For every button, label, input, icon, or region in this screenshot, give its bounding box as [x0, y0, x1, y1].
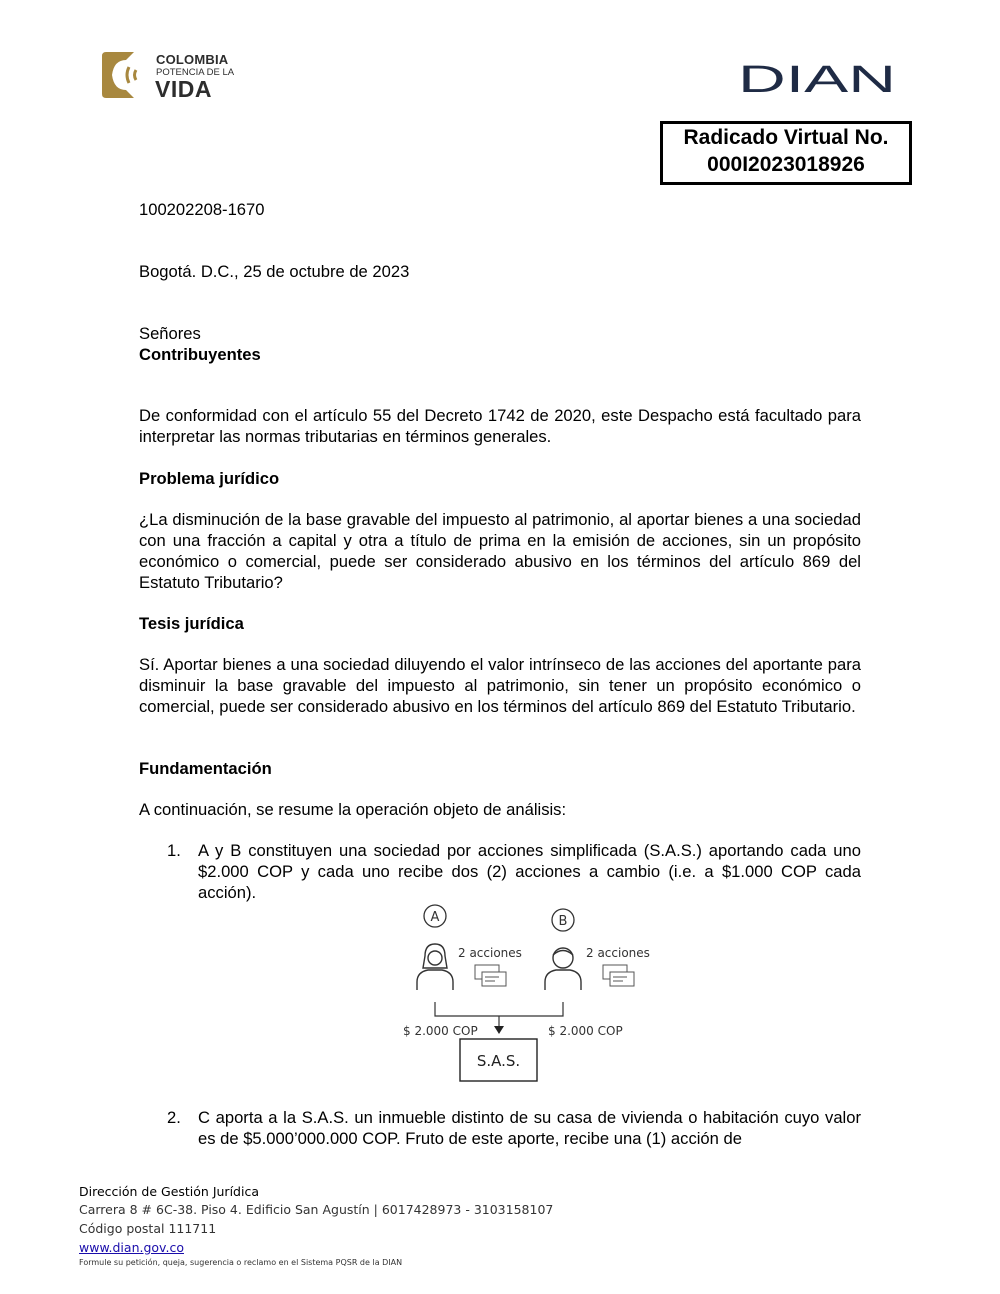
- list-item-number: 1.: [167, 841, 181, 860]
- person-b-label: B: [558, 914, 568, 929]
- radicado-box: [660, 121, 912, 185]
- dian-logo: [738, 62, 898, 96]
- reference-number: 100202208-1670: [139, 200, 265, 219]
- share-certificates-b-icon: [603, 965, 634, 986]
- thesis-heading: Tesis jurídica: [139, 614, 244, 633]
- footer-postal-code: Código postal 111711: [79, 1221, 217, 1236]
- problem-paragraph: ¿La disminución de la base gravable del impuesto al patrimonio, al aportar bienes a una sociedad con una fracción a capital y otra a título de prima en la emisión de acciones, sin un propósito económico o comercial, puede ser considerado abusivo en los términos del artículo 869 del Estatuto Tributario?: [139, 510, 861, 592]
- list-item-text: C aporta a la S.A.S. un inmueble distinto de su casa de vivienda o habitación cuyo valor es de $5.000’000.000 COP. Fruto de este aporte, recibe una (1) acción de: [198, 1108, 861, 1148]
- problem-heading: Problema jurídico: [139, 469, 280, 488]
- thesis-paragraph: Sí. Aportar bienes a una sociedad diluyendo el valor intrínseco de las acciones del aportante para disminuir la base gravable del impuesto al patrimonio, sin tener un propósito económico o comercial, puede ser considerado abusivo en los términos del artículo 869 del Estatuto Tributario.: [139, 655, 861, 716]
- basis-intro: A continuación, se resume la operación objeto de análisis:: [139, 800, 567, 819]
- radicado-label: Radicado Virtual No.: [683, 126, 889, 149]
- footer-pqsr-note: Formule su petición, queja, sugerencia o reclamo en el Sistema PQSR de la DIAN: [79, 1258, 403, 1267]
- place-date: Bogotá. D.C., 25 de octubre de 2023: [139, 262, 410, 281]
- logo-line-1: COLOMBIA: [156, 52, 229, 67]
- colombia-emblem-icon: [98, 50, 154, 100]
- shareholder-diagram: [395, 902, 660, 1087]
- colombia-potencia-de-la-vida-logo: [98, 50, 238, 102]
- footer-department: Dirección de Gestión Jurídica: [79, 1184, 259, 1199]
- list-item-number: 2.: [167, 1108, 181, 1127]
- recipient: Contribuyentes: [139, 345, 261, 364]
- person-a-icon: [417, 944, 453, 990]
- amount-a-label: $ 2.000 COP: [403, 1024, 478, 1038]
- person-b-icon: [545, 948, 581, 990]
- intro-paragraph: De conformidad con el artículo 55 del Decreto 1742 de 2020, este Despacho está facultado para interpretar las normas tributarias en términos generales.: [139, 406, 861, 446]
- basis-heading: Fundamentación: [139, 759, 272, 778]
- arrow-down-icon: [494, 1026, 504, 1034]
- footer-website-link[interactable]: www.dian.gov.co: [79, 1240, 184, 1255]
- footer-address: Carrera 8 # 6C-38. Piso 4. Edificio San Agustín | 6017428973 - 3103158107: [79, 1202, 554, 1217]
- share-certificates-a-icon: [475, 965, 506, 986]
- logo-line-3: VIDA: [155, 76, 212, 102]
- page-footer: [79, 1184, 679, 1269]
- person-a-label: A: [430, 910, 440, 925]
- logo-line-2: POTENCIA DE LA: [156, 67, 235, 78]
- list-item-text: A y B constituyen una sociedad por acciones simplificada (S.A.S.) aportando cada uno $2.000 COP y cada uno recibe dos (2) acciones a cambio (i.e. a $1.000 COP cada acción).: [198, 841, 861, 902]
- shares-a-label: 2 acciones: [458, 946, 522, 960]
- radicado-number: 000I2023018926: [707, 153, 865, 176]
- dian-logo-text: DIAN: [738, 62, 896, 96]
- shares-b-label: 2 acciones: [586, 946, 650, 960]
- amount-b-label: $ 2.000 COP: [548, 1024, 623, 1038]
- salutation: Señores: [139, 324, 201, 343]
- sas-company-label: S.A.S.: [476, 1052, 521, 1070]
